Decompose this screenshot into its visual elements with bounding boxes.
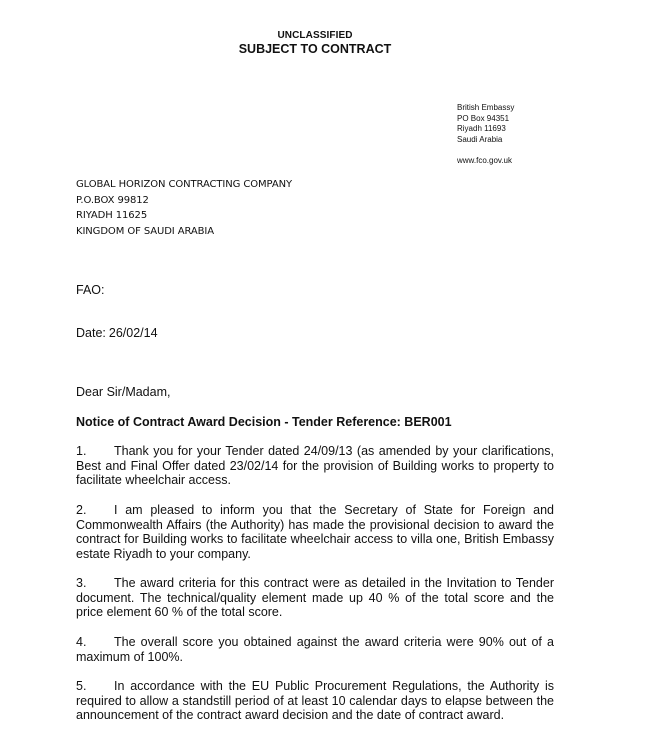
paragraph-text: The award criteria for this contract were as detailed in the Invitation to Tender document. The technical/quality element made up 40 % of the total score and the price element 60 % of the total score. — [76, 576, 554, 620]
recipient-address-line: P.O.BOX 99812 — [76, 194, 149, 206]
sender-address-line: British Embassy — [457, 103, 515, 112]
salutation: Dear Sir/Madam, — [76, 385, 171, 399]
sender-address-line: Riyadh 11693 — [457, 124, 506, 133]
paragraph-number: 5. — [76, 679, 87, 693]
paragraph-5 — [76, 679, 554, 723]
recipient-address-line: GLOBAL HORIZON CONTRACTING COMPANY — [76, 179, 292, 190]
fao-label: FAO: — [76, 283, 105, 297]
sender-website: www.fco.gov.uk — [457, 156, 512, 165]
paragraph-number: 1. — [76, 444, 87, 458]
sender-address-line: Saudi Arabia — [457, 134, 503, 144]
notice-title: Notice of Contract Award Decision - Tender Reference: BER001 — [76, 415, 452, 429]
paragraph-4 — [76, 635, 554, 664]
recipient-address-line: KINGDOM OF SAUDI ARABIA — [76, 225, 215, 237]
paragraph-text: In accordance with the EU Public Procurement Regulations, the Authority is required to allow a standstill period of at least 10 calendar days to elapse between the announcement of the contract award decision and the date of contract award. — [76, 679, 554, 723]
paragraph-text: The overall score you obtained against the award criteria were 90% out of a maximum of 100%. — [76, 635, 554, 664]
paragraph-number: 4. — [76, 635, 87, 649]
subject-heading: SUBJECT TO CONTRACT — [238, 42, 392, 56]
date-line — [76, 326, 158, 340]
date-label: Date: — [76, 326, 106, 340]
paragraph-number: 2. — [76, 503, 87, 517]
recipient-address-line: RIYADH 11625 — [76, 210, 148, 222]
paragraph-text: Thank you for your Tender dated 24/09/13 (as amended by your clarifications, Best and Final Offer dated 23/02/14 for the provision of Building works to property to facilitate wheelchair access. — [76, 444, 554, 488]
date-value: 26/02/14 — [108, 326, 158, 340]
sender-address — [457, 103, 514, 167]
recipient-address — [76, 177, 292, 239]
paragraph-2 — [76, 503, 554, 561]
paragraph-number: 3. — [76, 576, 87, 590]
classification-label: UNCLASSIFIED — [277, 30, 353, 41]
sender-address-line: PO Box 94351 — [457, 113, 510, 123]
paragraph-1 — [76, 444, 554, 488]
paragraph-text: I am pleased to inform you that the Secretary of State for Foreign and Commonwealth Affairs (the Authority) has made the provisional decision to award the contract for Building works to facilitate wheelchair access to villa one, British Embassy estate Riyadh to your company. — [76, 503, 554, 561]
paragraph-3 — [76, 576, 554, 620]
